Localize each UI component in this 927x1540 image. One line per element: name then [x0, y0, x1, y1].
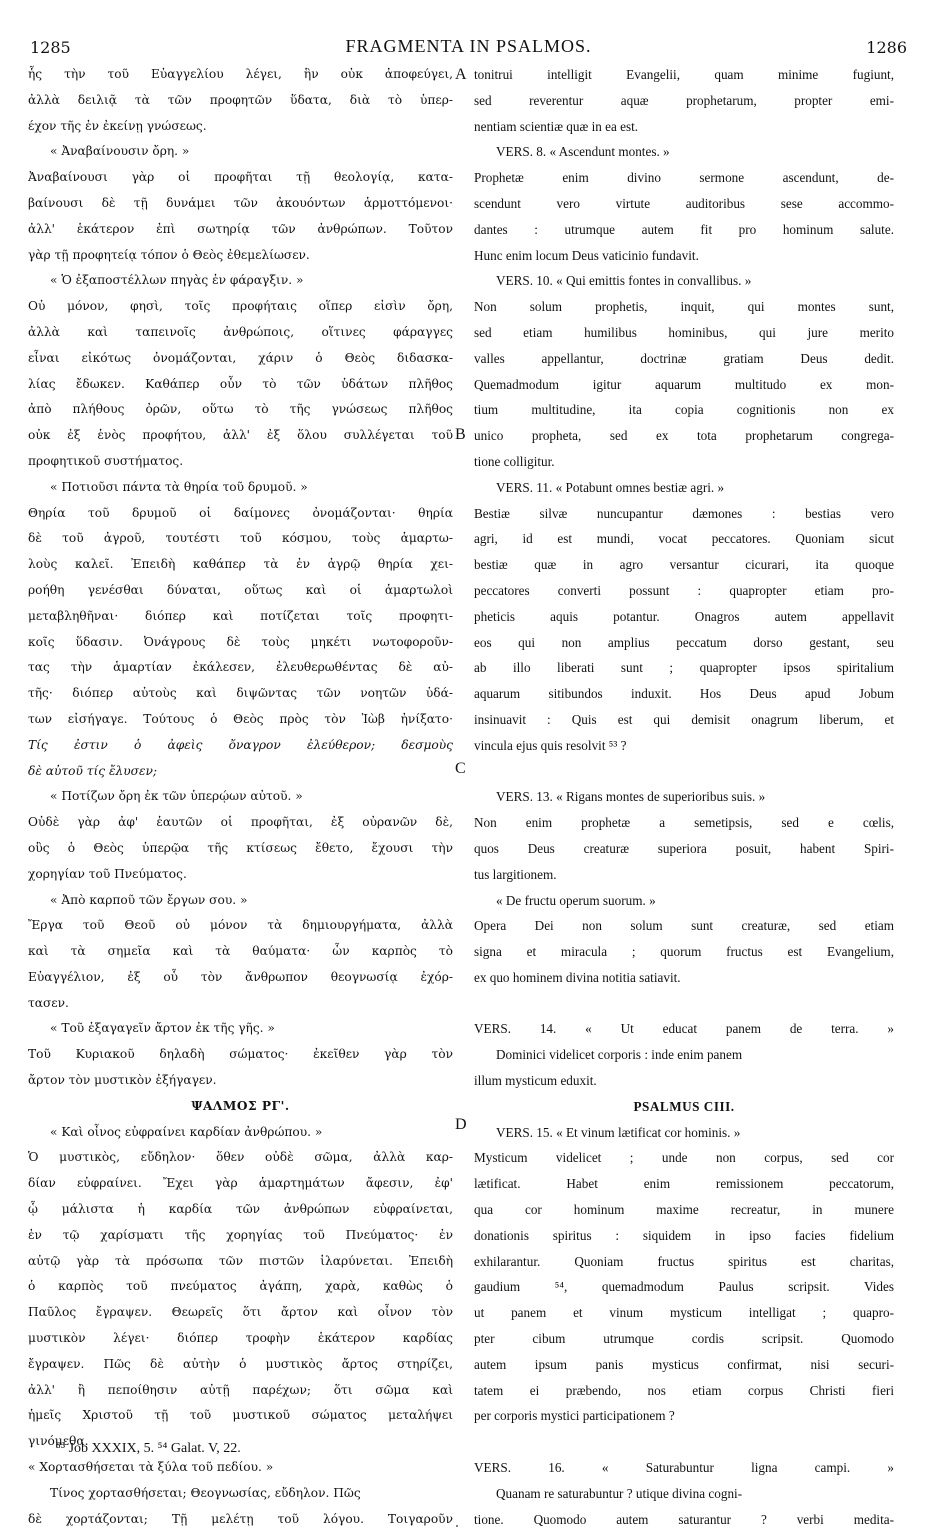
text-line: tatem ei præbendo, nos etiam corpus Christi fieri	[474, 1382, 894, 1398]
text-line: των εἰσήγαγε. Τούτους ὁ Θεὸς πρὸς τὸν Ἰὼβ ἠνίξατο·	[28, 711, 453, 726]
text-line: μεταβληθῆναι· διόπερ καὶ ποτίζεται τοῖς προφητι-	[28, 608, 453, 623]
text-line: ἀλλ' ἑκάτερον ἐπὶ σωτηρίᾳ τῶν ἀνθρώπων. Τοῦτον	[28, 221, 453, 236]
text-line: ἧς τὴν τοῦ Εὐαγγελίου λέγει, ἣν οὐκ ἀποφεύγει,	[28, 67, 453, 81]
margin-letter-c: C	[455, 760, 466, 777]
text-line: ex quo hominem divina notitia satiavit.	[474, 969, 681, 985]
text-line: tonitrui intelligit Evangelii, quam minime fugiunt,	[474, 67, 894, 82]
text-line: γὰρ τῇ προφητείᾳ τόπον ὁ Θεὸς ἐθεμελίωσεν.	[28, 247, 310, 262]
text-line: eos qui non amplius peccatum dorso gestant, seu	[474, 634, 894, 650]
margin-letter-b: B	[455, 426, 466, 443]
text-line: ἀλλὰ καὶ ταπεινοῖς ἀνθρώποις, οἵτινες φάραγγες	[28, 324, 453, 339]
text-line: Ἀναβαίνουσι γὰρ οἱ προφῆται τῇ θεολογίᾳ, κατα-	[28, 170, 453, 185]
text-line: εἶναι εἰκότως ὀνομάζονται, χάριν ὁ Θεὸς διδασκα-	[28, 350, 453, 365]
text-line: « Ὁ ἐξαποστέλλων πηγὰς ἐν φάραγξιν. »	[50, 273, 304, 288]
running-header	[30, 36, 907, 60]
text-line: δίαν εὐφραίνει. Ἔχει γὰρ ἁμαρτημάτων ἄφεσιν, ἐφ'	[28, 1176, 453, 1191]
text-line: « De fructu operum suorum. »	[496, 892, 656, 908]
text-line: ἔγραψεν. Πῶς δὲ αὐτὴν ὁ μυστικὸς ἄρτος στηρίζει,	[28, 1356, 453, 1371]
text-line: dantes : utrumque autem fit pro hominum salute.	[474, 221, 894, 237]
text-line: Quanam re saturabuntur ? utique divina cogni-	[496, 1485, 743, 1501]
text-line: tione. Quomodo autem saturantur ? verbi medita-	[474, 1511, 894, 1527]
text-line: « Ποτιοῦσι πάντα τὰ θηρία τοῦ δρυμοῦ. »	[50, 479, 308, 494]
text-line: έχον τῆς ἐν ἐκείνῃ γνώσεως.	[28, 118, 207, 133]
text-line: exhilarantur. Quoniam fructus spiritus est charitas,	[474, 1253, 894, 1269]
text-line: γινόμεθα.	[28, 1434, 89, 1449]
text-line: αὐτῷ γὰρ τὰ πρόσωπα τῶν πιστῶν ἱλαρύνεται. Ἐπειδὴ	[28, 1253, 453, 1268]
text-line: scendunt vero virtute auditoribus sese accommo-	[474, 195, 894, 211]
text-line: quos Deus creaturæ superiora posuit, habent Spiri-	[474, 840, 894, 856]
text-line: ἐν τῷ χαρίσματι τῆς χορηγίας τοῦ Πνεύματος· ἐν	[28, 1227, 453, 1242]
text-line: Non enim prophetæ a semetipsis, sed e cœlis,	[474, 815, 894, 831]
latin-column	[474, 62, 894, 1532]
text-line: οὐκ ἐξ ἑνὸς προφήτου, ἀλλ' ἐξ ὅλου συλλέγεται τοῦ	[28, 428, 453, 443]
text-line: aquarum sitibundos induxit. Hos Deus apud Jobum	[474, 686, 894, 702]
text-line: gaudium ⁵⁴, quemadmodum Paulus scripsit. Vides	[474, 1279, 894, 1295]
text-line: Τοῦ Κυριακοῦ δηλαδὴ σώματος· ἐκεῖθεν γὰρ τὸν	[28, 1047, 453, 1062]
text-line: Ἔργα τοῦ Θεοῦ οὐ μόνον τὰ δημιουργήματα, ἀλλὰ	[28, 918, 453, 933]
text-line: Prophetæ enim divino sermone ascendunt, de-	[474, 170, 894, 186]
text-line: tus largitionem.	[474, 866, 557, 882]
text-line: ᾧ μάλιστα ἡ καρδία τῶν ἀνθρώπων εὐφραίνεται,	[28, 1202, 453, 1217]
text-line: Mysticum videlicet ; unde non corpus, sed cor	[474, 1150, 894, 1166]
text-line: agri, id est mundi, vocat peccatores. Quoniam sicut	[474, 531, 894, 547]
text-line: ut panem et vinum mysticum intelligat ; quapro-	[474, 1305, 894, 1321]
text-line: τας τὴν ἁμαρτίαν ἐκάλεσεν, ἐλευθερωθέντας δὲ αὐ-	[28, 660, 453, 675]
margin-letter-a: A	[455, 66, 467, 83]
text-line: « Ἀπὸ καρποῦ τῶν ἔργων σου. »	[50, 892, 248, 907]
text-line: Οὐδὲ γὰρ ἀφ' ἑαυτῶν οἱ προφῆται, ἐξ οὐρανῶν δὲ,	[28, 815, 453, 830]
text-line: « Χορτασθήσεται τὰ ξύλα τοῦ πεδίου. »	[28, 1460, 274, 1475]
text-line: Hunc enim locum Deus vaticinio fundavit.	[474, 247, 699, 263]
text-line: Non solum prophetis, inquit, qui montes sunt,	[474, 299, 894, 315]
text-line: οὓς ὁ Θεὸς ὑπερῷα τῆς κτίσεως ἔθετο, ἔχουσι τὴν	[28, 840, 453, 855]
text-line: τασεν.	[28, 995, 69, 1010]
footnote: ⁵³ Job XXXIX, 5. ⁵⁴ Galat. V, 22.	[56, 1441, 241, 1456]
text-line: Opera Dei non solum sunt creaturæ, sed etiam	[474, 918, 894, 934]
text-line: Ὁ μυστικὸς, εὔδηλον· ὅθεν οὐδὲ σῶμα, ἀλλὰ καρ-	[28, 1150, 453, 1165]
text-line: peccatores converti possunt : quapropter etiam pro-	[474, 582, 894, 598]
text-line: δὲ αὐτοῦ τίς ἔλυσεν;	[28, 763, 158, 778]
text-line: signa et miracula ; quorum fructus est Evangelium,	[474, 944, 894, 960]
text-line: nentiam scientiæ quæ in ea est.	[474, 118, 639, 134]
text-line: insinuavit : Quis est qui demisit onagrum liberum, et	[474, 711, 894, 727]
greek-column	[28, 62, 453, 1532]
text-line: Οὐ μόνον, φησὶ, τοῖς προφήταις οἵπερ εἰσὶν ὄρη,	[28, 299, 453, 314]
text-line: sed etiam humilibus hominibus, qui jure merito	[474, 324, 894, 340]
text-line: Παῦλος ἔγραψεν. Θεωρεῖς ὅτι ἄρτον καὶ οἶνον τὸν	[28, 1305, 453, 1320]
text-line: VERS. 8. « Ascendunt montes. »	[496, 144, 670, 160]
text-line: λίας ἔδωκεν. Καθάπερ οὖν τὸ τῶν ὑδάτων πλῆθος	[28, 376, 453, 391]
text-line: Bestiæ silvæ nuncupantur dæmones : bestias vero	[474, 505, 894, 521]
text-line: « Καὶ οἶνος εὐφραίνει καρδίαν ἀνθρώπου. »	[50, 1124, 323, 1139]
text-line: VERS. 14. « Ut educat panem de terra. »	[474, 1021, 894, 1037]
text-line	[474, 759, 894, 785]
text-line: VERS. 11. « Potabunt omnes bestiæ agri. »	[496, 479, 725, 495]
text-line: tione colligitur.	[474, 453, 555, 469]
text-line: vincula ejus quis resolvit ⁵³ ?	[474, 737, 627, 753]
text-line: ἀλλ' ἢ πεποίθησιν αὐτῇ παρέχων; ὅτι σῶμα καὶ	[28, 1382, 453, 1397]
text-line: ὁ καρπὸς τοῦ πνεύματος ἀγάπη, χαρὰ, καθὼς ὁ	[28, 1279, 453, 1294]
text-line: καὶ τὰ σημεῖα καὶ τὰ θαύματα· ὧν καρπὸς τὸ	[28, 944, 453, 959]
text-line: sed reverentur aquæ prophetarum, propter emi-	[474, 92, 894, 108]
text-line: δὲ τοῦ ἀγροῦ, τουτέστι τοῦ κόσμου, τοὺς ἁμαρτω-	[28, 531, 453, 546]
print-speck	[456, 1525, 458, 1527]
text-line	[474, 991, 894, 1017]
text-line: valles appellantur, doctrinæ gratiam Deus dedit.	[474, 350, 894, 366]
margin-letter-d: D	[455, 1116, 467, 1133]
text-line: per corporis mystici participationem ?	[474, 1408, 675, 1424]
text-line: VERS. 13. « Rigans montes de superioribus suis. »	[496, 789, 766, 805]
text-line: PSALMUS CIII.	[633, 1098, 735, 1114]
text-line: βαίνουσι δὲ τῇ δυνάμει τῶν ἀκουόντων ἁρμοττόμενοι·	[28, 195, 453, 210]
text-line: Τίς ἐστιν ὁ ἀφεὶς ὄναγρον ἐλεύθερον; δεσμοὺς	[28, 737, 453, 752]
text-line: χορηγίαν τοῦ Πνεύματος.	[28, 866, 187, 881]
text-line: donationis spiritus : siquidem in ipso facies fidelium	[474, 1227, 894, 1243]
text-line: ἀπὸ πλήθους ὀρῶν, οὕτω τὸ τῆς γνώσεως πλῆθος	[28, 402, 453, 417]
text-line: illum mysticum eduxit.	[474, 1073, 597, 1089]
text-line: « Ἀναβαίνουσιν ὄρη. »	[50, 144, 190, 159]
text-line: VERS. 10. « Qui emittis fontes in convallibus. »	[496, 273, 752, 289]
text-line: VERS. 15. « Et vinum lætificat cor hominis. »	[496, 1124, 741, 1140]
text-line: « Ποτίζων ὄρη ἐκ τῶν ὑπερῴων αὐτοῦ. »	[50, 789, 303, 804]
text-line: μυστικὸν λέγει· διόπερ τροφὴν ἑκάτερον καρδίας	[28, 1331, 453, 1346]
text-line: Τίνος χορτασθήσεται; Θεογνωσίας, εὔδηλον. Πῶς	[50, 1485, 361, 1500]
text-line: κοῖς ὕδασιν. Ὀνάγρους δὲ τοὺς μηκέτι νωτοφοροῦν-	[28, 634, 453, 649]
text-line: bestiæ quæ in agro versantur cicurari, ita quoque	[474, 557, 894, 573]
text-line: pter cibum utrumque cordis scripsit. Quomodo	[474, 1331, 894, 1347]
text-line: VERS. 16. « Saturabuntur ligna campi. »	[474, 1460, 894, 1476]
text-line: unico propheta, sed ex tota prophetarum congrega-	[474, 428, 894, 444]
text-line: Dominici videlicet corporis : inde enim panem	[496, 1047, 743, 1063]
text-line	[474, 1429, 894, 1455]
text-line: pheticis aquis potantur. Onagros autem appellavit	[474, 608, 894, 624]
text-line: lætificat. Habet enim remissionem peccatorum,	[474, 1176, 894, 1192]
text-line: λοὺς καλεῖ. Ἐπειδὴ καθάπερ τὰ ἐν ἀγρῷ θηρία χει-	[28, 557, 453, 572]
page-number-right: 1286	[866, 38, 907, 57]
text-line: ροήθη γενέσθαι δύναται, οὕτως καὶ οἱ ἁμαρτωλοὶ	[28, 582, 453, 597]
text-line: ἡμεῖς Χριστοῦ τῇ τοῦ μυστικοῦ σώματος μεταλήψει	[28, 1408, 453, 1423]
text-line: τῆς· διόπερ αὐτοὺς καὶ διψῶντας τῶν νοητῶν ὑδά-	[28, 686, 453, 701]
text-line: ἄρτον τὸν μυστικὸν ἐξήγαγεν.	[28, 1073, 217, 1088]
text-line: qua cor hominum maxime recreatur, in munere	[474, 1202, 894, 1218]
text-line: autem ipsum panis mysticus confirmat, nisi securi-	[474, 1356, 894, 1372]
text-line: tium multitudine, ita copia cognitionis non ex	[474, 402, 894, 418]
text-line: Quemadmodum igitur aquarum multitudo ex mon-	[474, 376, 894, 392]
text-line: προφητικοῦ συστήματος.	[28, 453, 184, 468]
text-line: Εὐαγγέλιον, ἐξ οὗ τὸν ἄνθρωπον θεογνωσίᾳ ἐχόρ-	[28, 969, 453, 984]
text-line: δὲ χορτάζονται; Τῇ μελέτῃ τοῦ λόγου. Τοιγαροῦν	[28, 1511, 453, 1526]
text-line: ἀλλὰ δειλιᾷ τὰ τῶν προφητῶν ὕδατα, διὰ τὸ ὑπερ-	[28, 92, 453, 107]
text-line: Θηρία τοῦ δρυμοῦ οἱ δαίμονες ὀνομάζονται· θηρία	[28, 505, 453, 520]
text-line: ΨΑΛΜΟΣ ΡΓ'.	[191, 1098, 290, 1113]
page-title: FRAGMENTA IN PSALMOS.	[345, 36, 592, 56]
text-line: « Τοῦ ἐξαγαγεῖν ἄρτον ἐκ τῆς γῆς. »	[50, 1021, 275, 1036]
page-number-left: 1285	[30, 38, 71, 57]
text-line: ab illo liberati sunt ; quapropter ipsos spiritalium	[474, 660, 894, 676]
